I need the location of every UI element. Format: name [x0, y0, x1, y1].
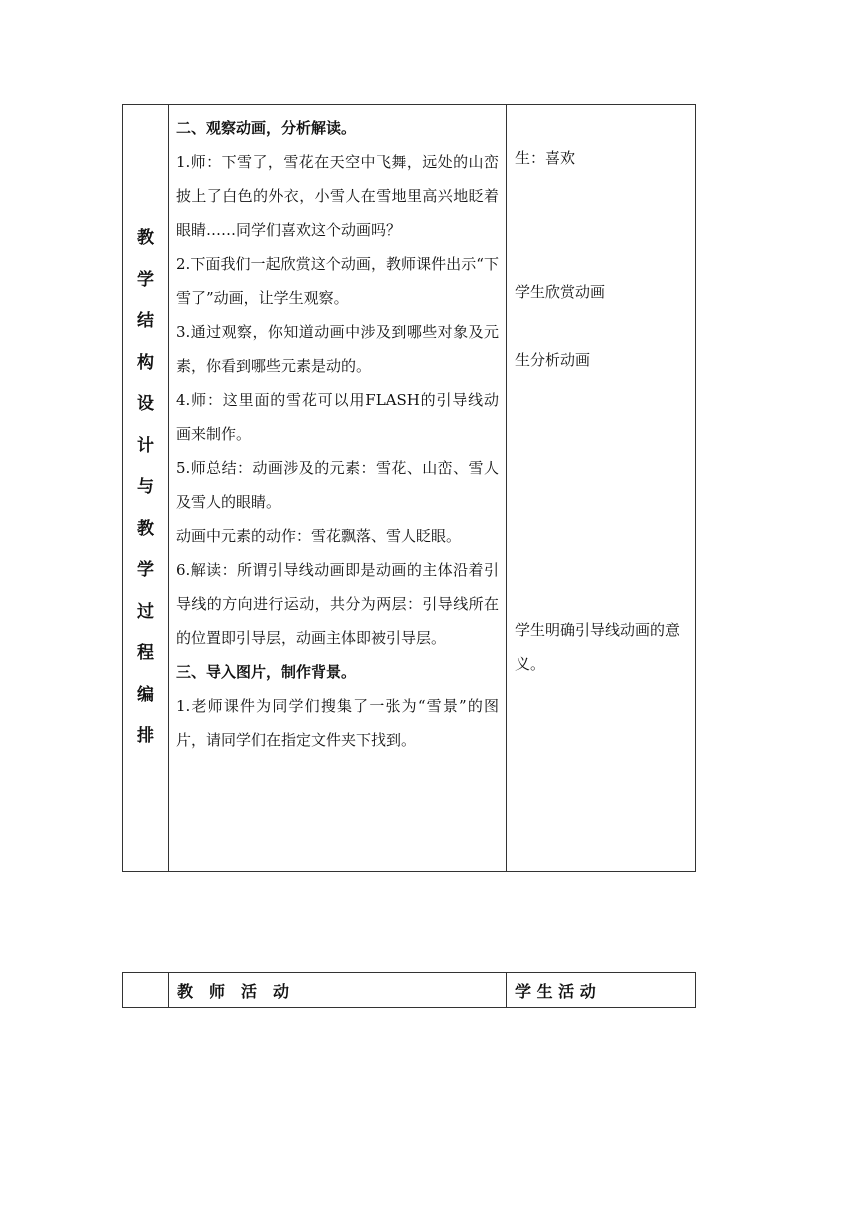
student-note-3: 生分析动画	[515, 351, 591, 369]
section-label-char: 结	[137, 311, 154, 332]
student-note-1: 生：喜欢	[515, 149, 576, 167]
section-label-char: 计	[137, 435, 154, 456]
section-label-char: 构	[137, 352, 154, 373]
student-note-2: 学生欣赏动画	[515, 283, 606, 301]
student-note-4: 学生明确引导线动画的意义。	[515, 621, 681, 673]
section-heading-2: 二、观察动画，分析解读。	[176, 119, 357, 137]
student-activity-header: 学 生 活 动	[507, 973, 696, 1008]
teacher-item-4: 4.师：这里面的雪花可以用FLASH的引导线动画来制作。	[176, 391, 499, 443]
teacher-item-6: 6.解读：所谓引导线动画即是动画的主体沿着引导线的方向进行运动，共分为两层：引导线所在的位置即引导层，动画主体即被引导层。	[176, 561, 499, 647]
section-heading-3: 三、导入图片，制作背景。	[176, 663, 357, 681]
teacher-item-5: 5.师总结：动画涉及的元素：雪花、山峦、雪人及雪人的眼睛。	[176, 459, 499, 511]
section-label-char: 学	[137, 269, 154, 290]
section-label-char: 与	[137, 477, 154, 498]
activity-header-table	[122, 972, 696, 1008]
teacher-item-1: 1.师：下雪了，雪花在天空中飞舞，远处的山峦披上了白色的外衣，小雪人在雪地里高兴地眨着眼睛……同学们喜欢这个动画吗？	[176, 153, 499, 239]
teacher-item-3: 3.通过观察，你知道动画中涉及到哪些对象及元素，你看到哪些元素是动的。	[176, 323, 499, 375]
section-label-char: 过	[137, 601, 154, 622]
section-label-char: 程	[137, 643, 154, 664]
section-label-char: 编	[137, 684, 154, 705]
section-label-char: 教	[137, 518, 154, 539]
teacher-activity-header: 教 师 活 动	[169, 973, 507, 1008]
teacher-item-2: 2.下面我们一起欣赏这个动画，教师课件出示“下雪了”动画，让学生观察。	[176, 255, 499, 307]
teacher-item-5b: 动画中元素的动作：雪花飘落、雪人眨眼。	[176, 527, 462, 545]
section-label-cell	[123, 105, 169, 872]
teacher-item-7: 1.老师课件为同学们搜集了一张为“雪景”的图片，请同学们在指定文件夹下找到。	[176, 697, 499, 749]
section-label-char: 教	[137, 228, 154, 249]
student-activity-cell	[507, 105, 696, 872]
section-label-char: 学	[137, 560, 154, 581]
lesson-table	[122, 104, 696, 872]
empty-header-cell	[123, 973, 169, 1008]
section-label-char: 设	[137, 394, 154, 415]
section-label-char: 排	[137, 726, 154, 747]
teacher-activity-cell	[169, 105, 507, 872]
